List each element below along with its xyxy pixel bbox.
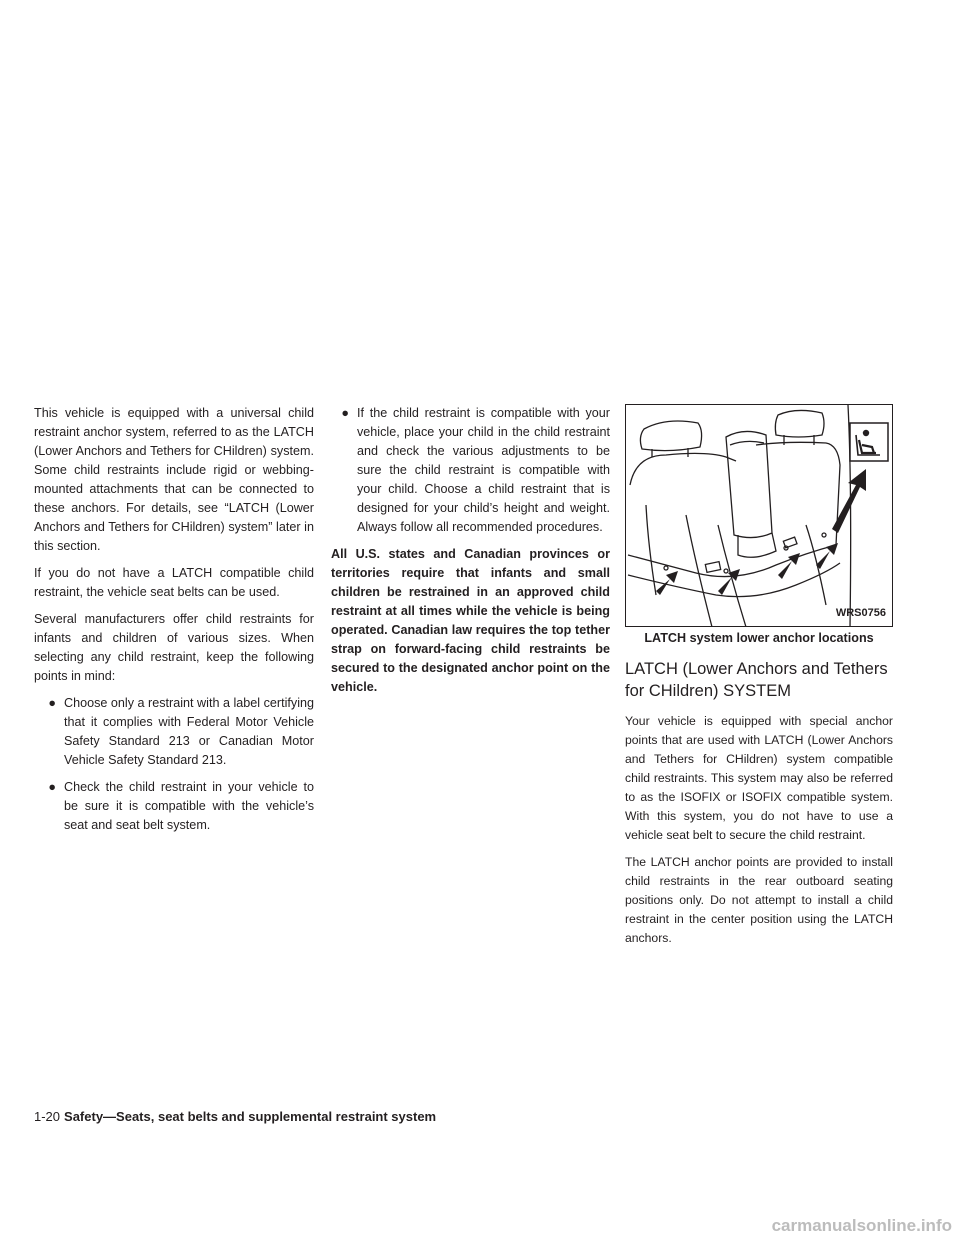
list-item — [331, 404, 610, 537]
latch-anchor-illustration — [625, 404, 893, 627]
intro-paragraph: This vehicle is equipped with a universal child restraint anchor system, referred to as the LATCH (Lower Anchors and Tethers for CHildren) system. Some child restraints include rigid or webbing-mounted attachments that can be connected to these anchors. For details, see “LATCH (Lower Anchors and Tethers for CHildren) system” later in this section. — [34, 406, 314, 553]
warning-paragraph: All U.S. states and Canadian provinces or territories require that infants and small children be restrained in an approved child restraint at all times while the vehicle is being operated. Canadian law requires the top tether strap on forward-facing child restraints be secured to the designated anchor point on the vehicle. — [331, 547, 610, 694]
bullet-icon: ● — [341, 406, 349, 420]
latch-anchor-paragraph: The LATCH anchor points are provided to install child restraints in the rear outboard seating positions only. Do not attempt to install a child restraint in the center position using the LATCH anchors. — [625, 855, 893, 945]
text-column-2 — [331, 404, 610, 705]
list-item — [34, 694, 314, 770]
list-item-text: If the child restraint is compatible with your vehicle, place your child in the child restraint and check the various adjustments to be sure the child restraint is compatible with your child. Choose a child restraint that is designed for your child’s height and weight. Always follow all recommended procedures. — [357, 406, 610, 534]
text-column-3 — [625, 404, 893, 956]
watermark: carmanualsonline.info — [771, 1216, 952, 1235]
bullet-icon: ● — [48, 780, 56, 794]
section-heading: LATCH (Lower Anchors and Tethers for CHildren) SYSTEM — [625, 660, 888, 700]
list-item-text: Check the child restraint in your vehicle to be sure it is compatible with the vehicle’s seat and seat belt system. — [64, 780, 314, 832]
selection-paragraph: Several manufacturers offer child restraints for infants and children of various sizes. When selecting any child restraint, keep the following points in mind: — [34, 612, 314, 683]
page-number: 1-20 — [34, 1109, 61, 1124]
figure-id: WRS0756 — [835, 607, 886, 619]
list-item-text: Choose only a restraint with a label certifying that it complies with Federal Motor Vehicle Safety Standard 213 or Canadian Motor Vehicle Safety Standard 213. — [64, 696, 314, 767]
page-footer — [34, 1109, 436, 1124]
latch-description-paragraph: Your vehicle is equipped with special anchor points that are used with LATCH (Lower Anchors and Tethers for CHildren) system compatible child restraints. This system may also be referred to as the ISOFIX or ISOFIX compatible system. With this system, you do not have to use a vehicle seat belt to secure the child restraint. — [625, 714, 893, 842]
text-column-1 — [34, 404, 314, 843]
figure-caption: LATCH system lower anchor locations — [644, 631, 874, 645]
list-item — [34, 778, 314, 835]
seat-belt-paragraph: If you do not have a LATCH compatible child restraint, the vehicle seat belts can be used. — [34, 566, 314, 599]
rear-seat-illustration — [626, 405, 893, 627]
bullet-icon: ● — [48, 696, 56, 710]
footer-section-title: Safety—Seats, seat belts and supplemental restraint system — [64, 1109, 437, 1124]
